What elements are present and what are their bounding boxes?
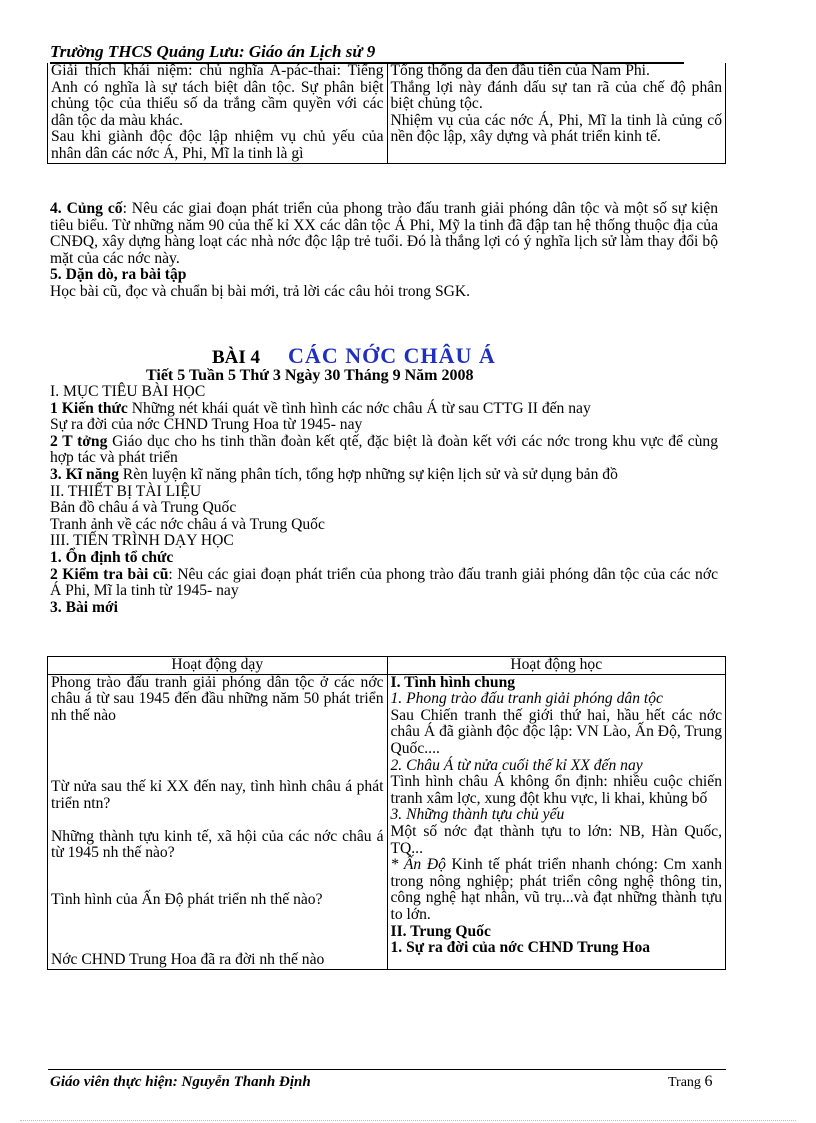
learning-p2: Tình hình châu Á không ổn định: nhiều cuộc chiến tranh xâm lợc, xung đột khu vực, li khai, khủng bố [390, 773, 722, 807]
learning-s3: 3. Những thành tựu chủ yếu [390, 806, 565, 824]
session-line: Tiết 5 Tuần 5 Thứ 3 Ngày 30 Tháng 9 Năm 2008 [146, 367, 474, 384]
learning-p4-text: Kinh tế phát triển nhanh chóng: Cm xanh trong nông nghiệp; phát triển công nghệ thông tin, công nghệ hạt nhân, vũ trụ...và đạt những thành tựu to lớn. [390, 856, 722, 923]
consolidation-paragraph [50, 201, 718, 267]
knowledge-text: Những nét khái quát về tình hình các nớc châu Á từ sau CTTG II đến nay [127, 399, 591, 417]
step2-label: 2 Kiểm tra bài cũ [50, 565, 169, 583]
teaching-q1: Phong trào đấu tranh giải phóng dân tộc ở các nớc châu á từ sau 1945 đến đầu những năm 50 phát triển nh thế nào [51, 673, 384, 724]
activity-table [47, 656, 726, 970]
spacer [51, 908, 384, 952]
footer-rule [48, 1069, 726, 1070]
table1-right-p3: Nhiệm vụ của các nớc Á, Phi, Mĩ la tinh là củng cố nền độc lập, xây dựng và phát triển kinh tế. [390, 111, 722, 146]
consolidation-text: : Nêu các giai đoạn phát triển của phong trào đấu tranh giải phóng dân tộc và một số sự kiện tiêu biểu. Từ những năm 90 của thế kỉ XX các dân tộc Á Phi, Mỹ la tinh đã đập tan hệ thống thuộc địa của CNĐQ, xây dựng hàng loạt các nhà nớc độc lập trẻ tuổi. Đó là thắng lợi có ý nghĩa lịch sử làm thay đổi bộ mặt của các nớc này. [50, 200, 718, 267]
knowledge-paragraph [50, 401, 718, 418]
consolidation-block [50, 201, 718, 301]
lesson-name: CÁC NỚC CHÂU Á [288, 343, 496, 368]
learning-h1: I. Tình hình chung [390, 673, 516, 691]
learning-p1: Sau Chiến tranh thế giới thứ hai, hầu hết các nớc châu Á đã giành độc độc lập: VN Lào, Ấn Độ, Trung Quốc.... [390, 706, 722, 757]
skill-text: Rèn luyện kĩ năng phân tích, tổng hợp những sự kiện lịch sử và sử dụng bản đồ [118, 465, 618, 483]
consolidation-label: 4. Củng cố [50, 200, 123, 217]
lesson-plan-body [50, 384, 718, 616]
thought-label: 2 T tởng [50, 432, 108, 450]
lesson-number: BÀI 4 [212, 347, 261, 368]
col-header-teaching: Hoạt động dạy [48, 657, 388, 675]
equipment-heading: II. THIẾT BỊ TÀI LIỆU [50, 482, 202, 500]
learning-h2: II. Trung Quốc [390, 922, 491, 940]
footer-page [668, 1073, 712, 1091]
step2-text: : Nêu các giai đoạn phát triển của phong trào đấu tranh giải phóng dân tộc của các nớc Á Phi, Mĩ la tinh từ 1945- nay [50, 565, 718, 600]
learning-s2: 2. Châu Á từ nửa cuối thế kỉ XX đến nay [390, 756, 643, 774]
skill-paragraph [50, 467, 718, 484]
learning-p4-label: * Ấn Độ [390, 856, 446, 874]
spacer [51, 724, 384, 779]
knowledge-text-2: Sự ra đời của nớc CHND Trung Hoa từ 1945- nay [50, 416, 363, 434]
equipment-item-1: Bản đồ châu á và Trung Quốc [50, 499, 237, 517]
step2-paragraph [50, 567, 718, 600]
step3: 3. Bài mới [50, 598, 118, 616]
learning-p3: Một số nớc đạt thành tựu to lớn: NB, Hàn Quốc, TQ... [390, 822, 722, 857]
table1-left-p2: Sau khi giành độc độc lập nhiệm vụ chủ yếu của nhân dân các nớc Á, Phi, Mĩ la tinh là gì [51, 128, 384, 162]
teaching-q3: Những thành tựu kinh tế, xã hội của các nớc châu á từ 1945 nh thế nào? [51, 827, 384, 862]
learning-p4 [391, 857, 723, 923]
table1-left-p1: Giải thích khái niệm: chủ nghĩa A-pác-thai: Tiếng Anh có nghĩa là sự tách biệt dân tộc. Sự phân biệt chủng tộc của thiểu số da trắng cầm quyền với các dân tộc da màu khác. [51, 62, 384, 129]
table1-right-cell [387, 63, 726, 163]
learning-cell [387, 674, 726, 969]
homework-label: 5. Dặn dò, ra bài tập [50, 266, 187, 284]
teaching-q2: Từ nửa sau thế kỉ XX đến nay, tình hình châu á phát triển ntn? [51, 778, 384, 812]
step1: 1. Ổn định tổ chức [50, 548, 174, 566]
spacer [51, 813, 384, 829]
activity-table-continued [47, 63, 726, 164]
lesson-title [212, 345, 496, 369]
thought-text: Giáo dục cho hs tinh thần đoàn kết qtế, đặc biệt là đoàn kết với các nớc trong khu vực để cùng hợp tác và phát triển [50, 432, 719, 467]
homework-text: Học bài cũ, đọc và chuẩn bị bài mới, trả lời các câu hỏi trong SGK. [50, 282, 471, 300]
teaching-q5: Nớc CHND Trung Hoa đã ra đời nh thế nào [51, 951, 325, 969]
page-label: Trang [668, 1075, 701, 1090]
equipment-item-2: Tranh ảnh về các nớc châu á và Trung Quốc [50, 515, 325, 533]
objectives-heading: I. MỤC TIÊU BÀI HỌC [50, 383, 206, 400]
table1-left-cell [48, 63, 388, 163]
procedure-heading: III. TIẾN TRÌNH DẠY HỌC [50, 532, 234, 550]
table1-right-p2: Thắng lợi này đánh dấu sự tan rã của chế độ phân biệt chủng tộc. [390, 78, 722, 113]
page-edge [20, 1120, 796, 1121]
thought-paragraph [50, 434, 718, 467]
col-header-learning: Hoạt động học [387, 657, 726, 675]
knowledge-label: 1 Kiến thức [50, 399, 128, 417]
skill-label: 3. Kĩ năng [50, 465, 119, 483]
teaching-cell [48, 674, 388, 969]
table1-right-p1: Tổng thống da đen đầu tiên của Nam Phi. [390, 62, 650, 79]
page-number: 6 [704, 1073, 713, 1090]
learning-s4: 1. Sự ra đời của nớc CHND Trung Hoa [390, 939, 651, 957]
page-header: Trường THCS Quảng Lưu: Giáo án Lịch sử 9 [50, 42, 684, 64]
teaching-q4: Tình hình của Ấn Độ phát triển nh thế nào? [51, 890, 323, 908]
footer-teacher: Giáo viên thực hiện: Nguyễn Thanh Định [50, 1074, 311, 1090]
spacer [51, 862, 384, 892]
learning-s1: 1. Phong trào đấu tranh giải phóng dân tộc [390, 690, 663, 708]
